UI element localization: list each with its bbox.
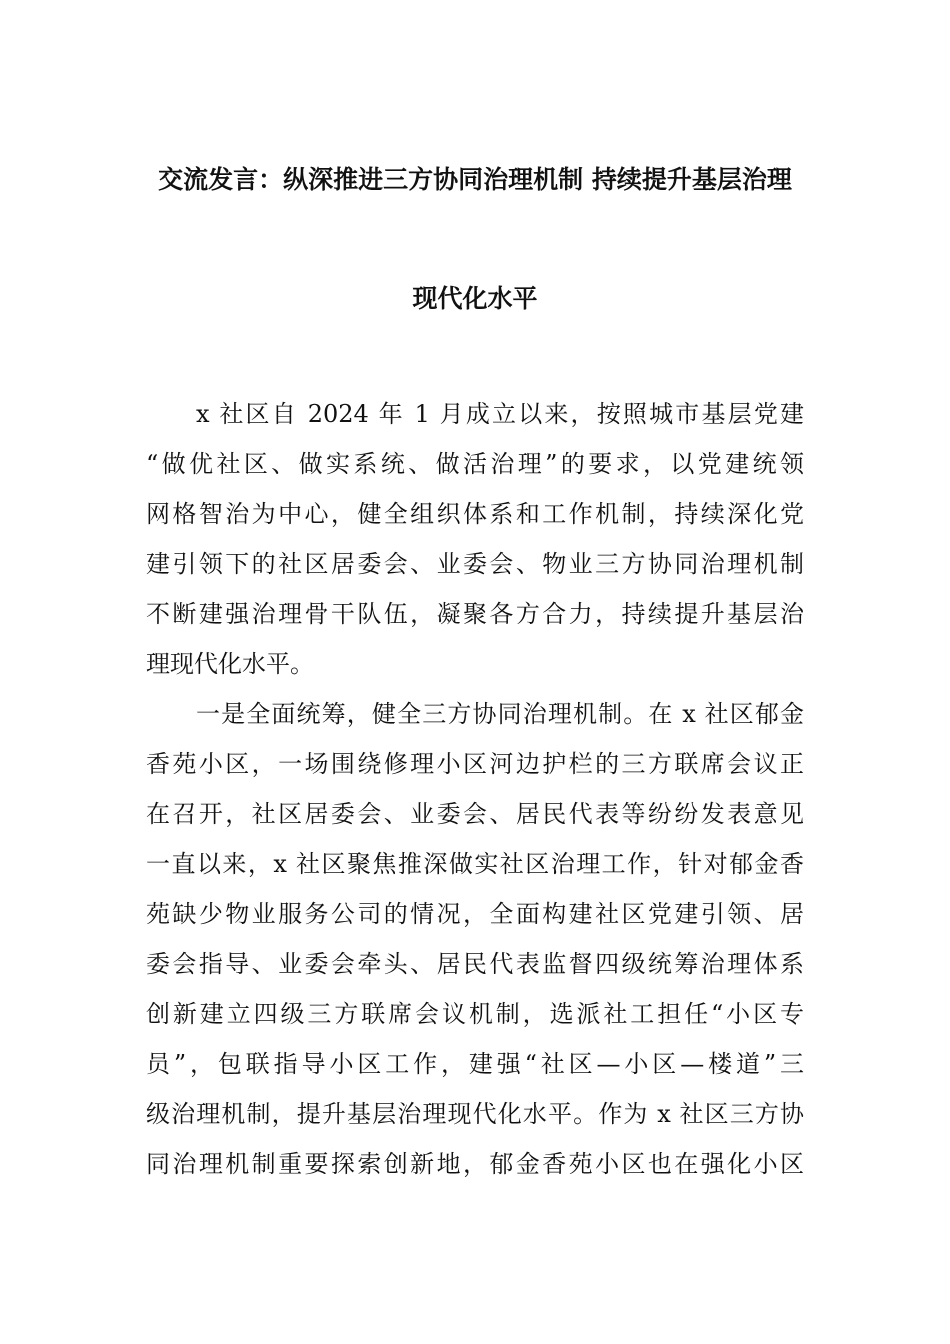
paragraph-line: x 社区自 2024 年 1 月成立以来，按照城市基层党建: [196, 400, 804, 428]
paragraph-line: 苑缺少物业服务公司的情况，全面构建社区党建引领、居: [146, 900, 804, 928]
paragraph-line: 同治理机制重要探索创新地，郁金香苑小区也在强化小区: [146, 1150, 804, 1178]
paragraph-line: 一直以来，x 社区聚焦推深做实社区治理工作，针对郁金香: [146, 850, 804, 878]
paragraph-line: “做优社区、做实系统、做活治理”的要求，以党建统领: [146, 450, 804, 478]
paragraph-line: 香苑小区，一场围绕修理小区河边护栏的三方联席会议正: [146, 750, 804, 778]
paragraph-line: 建引领下的社区居委会、业委会、物业三方协同治理机制: [146, 550, 804, 578]
paragraph-line: 一是全面统筹，健全三方协同治理机制。在 x 社区郁金: [196, 700, 804, 728]
paragraph-line: 委会指导、业委会牵头、居民代表监督四级统筹治理体系: [146, 950, 804, 978]
paragraph-line: 在召开，社区居委会、业委会、居民代表等纷纷发表意见: [146, 800, 804, 828]
paragraph-line: 级治理机制，提升基层治理现代化水平。作为 x 社区三方协: [146, 1100, 804, 1128]
paragraph-line: 理现代化水平。: [146, 650, 314, 678]
document-title-line-2: 现代化水平: [412, 284, 538, 313]
paragraph-line: 不断建强治理骨干队伍，凝聚各方合力，持续提升基层治: [146, 600, 804, 628]
paragraph-line: 网格智治为中心，健全组织体系和工作机制，持续深化党: [146, 500, 804, 528]
paragraph-line: 创新建立四级三方联席会议机制，选派社工担任“小区专: [146, 1000, 804, 1028]
paragraph-line: 员”，包联指导小区工作，建强“社区—小区—楼道”三: [146, 1050, 804, 1078]
document-title-line-1: 交流发言：纵深推进三方协同治理机制 持续提升基层治理: [158, 165, 792, 194]
